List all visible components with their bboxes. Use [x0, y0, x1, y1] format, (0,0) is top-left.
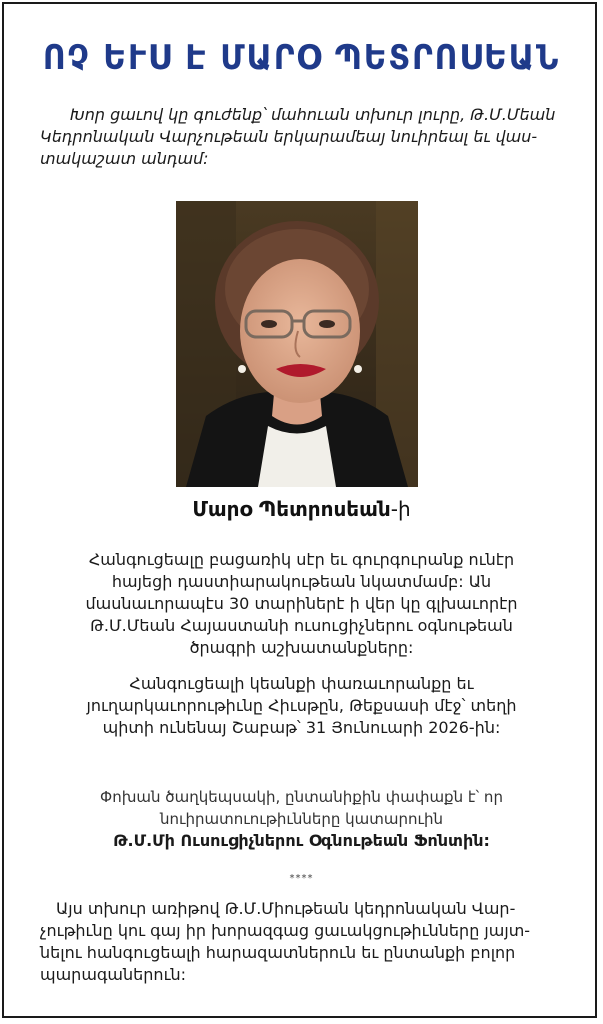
donation-paragraph [40, 786, 563, 852]
closing-paragraph [40, 898, 574, 986]
portrait-photo [176, 201, 418, 487]
biography-line: ծրագրի աշխատանքները: [189, 638, 414, 657]
intro-line: Կեդրոնական Վարչութեան երկարամեայ նուիրեալ եւ վաս- [40, 127, 538, 146]
funeral-line: յուղարկաւորութիւնը Հիւսթըն, Թեքսասի մէջ՝ տեղի [86, 696, 517, 715]
portrait-illustration [176, 201, 418, 487]
funeral-line: պիտի ունենայ Շաբաթ՝ 31 Յունուարի 2026-ին: [102, 718, 501, 737]
biography-line: Թ.Մ.Մեան Հայաստանի ուսուցիչներու օգնութեան [90, 616, 513, 635]
biography-line: Հանգուցեալը բացառիկ սէր եւ գուրգուրանք ունէր [88, 550, 515, 569]
deceased-name-suffix: -ի [390, 497, 411, 521]
closing-line: Այս տխուր առիթով Թ.Մ.Միութեան կեդրոնական Վար- [56, 899, 516, 918]
funeral-paragraph [40, 673, 563, 739]
biography-line: հայեցի դաստիարակութեան նկատմամբ: Ան [111, 572, 492, 591]
intro-line: տակաշատ անդամ: [40, 149, 209, 168]
obituary-headline: ՈՉ ԵՒՍ Է ՄԱՐՕ ՊԵՏՐՈՍԵԱՆ [42, 38, 561, 78]
deceased-name [0, 497, 603, 521]
funeral-line: Հանգուցեալի կեանքի փառաւորանքը եւ [129, 674, 474, 693]
deceased-name-main: Մարօ Պետրոսեան [192, 497, 391, 521]
separator-stars: **** [289, 873, 314, 884]
donation-line: Փոխան ծաղկեպսակի, ընտանիքին փափաքն է՝ որ [100, 788, 503, 806]
biography-line: մասնաւորապէս 30 տարիներէ ի վեր կը գլխաւորէր [85, 594, 518, 613]
biography-paragraph [40, 549, 563, 659]
intro-paragraph [40, 104, 578, 170]
fund-name: Թ.Մ.Մի Ուսուցիչներու Օգնութեան Ֆոնտին: [113, 831, 490, 850]
closing-line: չութիւնը կու գայ իր խորազգաց ցաւակցութիւնները յայտ- [40, 921, 531, 940]
donation-line: նուիրատուութիւնները կատարուին [159, 810, 444, 828]
closing-line: պարագաներուն: [40, 965, 187, 984]
closing-line: նելու հանգուցեալի հարազատներուն եւ ընտանքի բոլոր [40, 943, 516, 962]
intro-line: Խոր ցաւով կը գուժենք՝ մահուան տխուր լուրը, Թ.Մ.Մեան [70, 105, 556, 124]
